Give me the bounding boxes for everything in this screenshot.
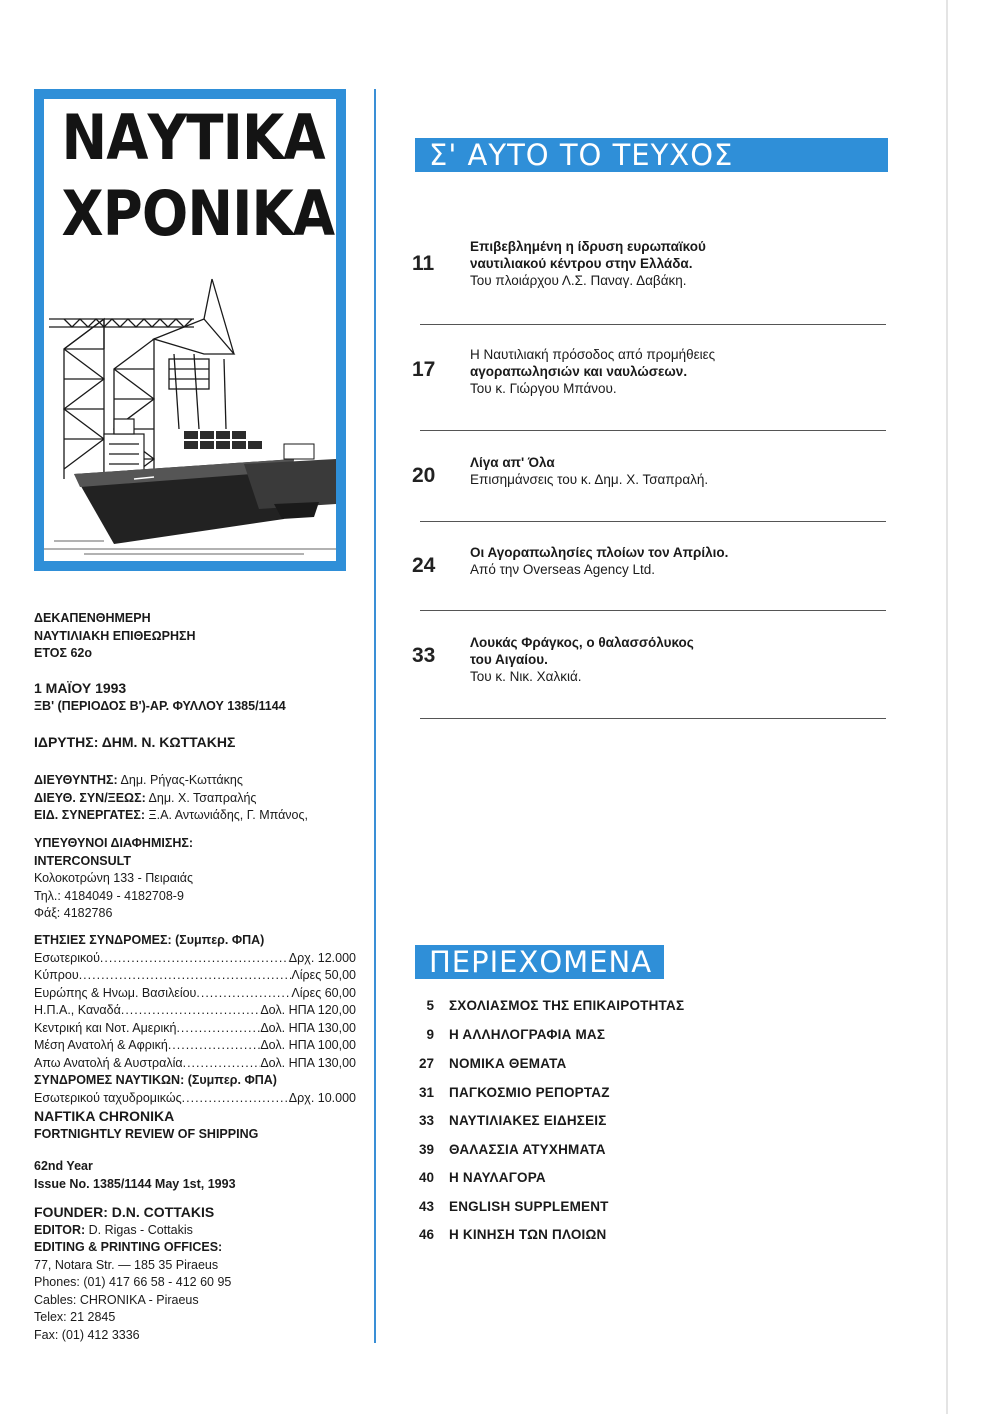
masthead-review: ΝΑΥΤΙΛΙΑΚΗ ΕΠΙΘΕΩΡΗΣΗ — [34, 628, 196, 643]
staff-row — [34, 790, 364, 808]
english-cables: Cables: CHRONIKA - Piraeus — [34, 1292, 199, 1307]
feature-text: Λουκάς Φράγκος, ο θαλασσόλυκος του Αιγαίου. Του κ. Νικ. Χαλκιά. — [470, 635, 694, 684]
staff-name: Δημ. Χ. Τσαπραλής — [148, 790, 257, 805]
advertising-heading: ΥΠΕΥΘΥΝΟΙ ΔΙΑΦΗΜΙΣΗΣ: — [34, 836, 194, 850]
cover-title-line2: ΧΡΟΝΙΚΑ — [61, 177, 335, 250]
advertising-fax: Φάξ: 4182786 — [34, 906, 113, 920]
staff-row — [34, 807, 364, 825]
column-divider — [374, 89, 376, 1343]
feature-page: 20 — [412, 464, 436, 487]
feature-text: Η Ναυτιλιακή πρόσοδος από προμήθειες αγοραπωλησιών και ναυλώσεων. Του κ. Γιώργου Μπάνου. — [470, 347, 716, 396]
english-subtitle: FORTNIGHTLY REVIEW OF SHIPPING — [34, 1126, 259, 1141]
english-address: 77, Notara Str. — 185 35 Piraeus — [34, 1257, 219, 1272]
cover-title-line1: ΝΑΥΤΙΚΑ — [61, 101, 325, 174]
price-row: Μέση Ανατολή & Αφρική ..... Δολ. ΗΠΑ 100,00 — [34, 1037, 356, 1055]
page-edge — [946, 0, 948, 1414]
issue-date: 1 ΜΑΪΟΥ 1993 — [34, 680, 127, 696]
staff-name: Δημ. Ρήγας-Κωττάκης — [120, 773, 243, 787]
english-staff-block — [34, 1204, 364, 1344]
price-row: Απω Ανατολή & Αυστραλία ..... Δολ. ΗΠΑ 130,00 — [34, 1055, 356, 1073]
masthead-kind: ΔΕΚΑΠΕΝΘΗΜΕΡΗ — [34, 611, 151, 625]
english-year: 62nd Year — [34, 1159, 93, 1173]
price-row: Ευρώπης & Ηνωμ. Βασιλείου ..... Λίρες 60,00 — [34, 985, 356, 1003]
in-this-issue-heading: Σ' ΑΥΤΟ ΤΟ ΤΕΥΧΟΣ — [415, 138, 888, 172]
issue-date-block — [34, 680, 364, 715]
english-offices: EDITING & PRINTING OFFICES: — [34, 1240, 223, 1254]
staff-name: Ξ.Α. Αντωνιάδης, Γ. Μπάνος, — [148, 808, 308, 822]
feature-page: 24 — [412, 554, 436, 577]
price-row: Κεντρική και Νοτ. Αμερική ..... Δολ. ΗΠΑ 130,00 — [34, 1020, 356, 1038]
subscriptions-heading: ΕΤΗΣΙΕΣ ΣΥΝΔΡΟΜΕΣ: (Συμπερ. ΦΠΑ) — [34, 933, 265, 947]
english-telex: Telex: 21 2845 — [34, 1310, 116, 1324]
english-editor-row: EDITOR: D. Rigas - Cottakis — [34, 1222, 193, 1237]
advertising-company: INTERCONSULT — [34, 853, 131, 868]
english-title-block — [34, 1108, 364, 1143]
english-phones: Phones: (01) 417 66 58 - 412 60 95 — [34, 1275, 232, 1289]
advertising-address: Κολοκοτρώνη 133 - Πειραιάς — [34, 871, 193, 885]
staff-role: ΔΙΕΥΘ. ΣΥΝ/ΞΕΩΣ: — [34, 790, 146, 805]
feature-page: 33 — [412, 644, 436, 667]
feature-text: Λίγα απ' Όλα Επισημάνσεις του κ. Δημ. Χ. Τσαπραλή. — [470, 455, 709, 487]
english-founder: FOUNDER: D.N. COTTAKIS — [34, 1204, 215, 1220]
price-row: Εσωτερικού ..... Δρχ. 12.000 — [34, 950, 356, 968]
separator-rule — [420, 521, 886, 522]
issue-number: ΞΒ' (ΠΕΡΙΟΔΟΣ Β')-ΑΡ. ΦΥΛΛΟΥ 1385/1144 — [34, 698, 286, 713]
english-title: NAFTIKA CHRONIKA — [34, 1108, 175, 1124]
contents-heading: ΠΕΡΙΕΧΟΜΕΝΑ — [415, 945, 664, 979]
separator-rule — [420, 430, 886, 431]
price-row: Κύπρου ..... Λίρες 50,00 — [34, 967, 356, 985]
english-issue-block — [34, 1158, 364, 1193]
feature-text: Επιβεβλημένη η ίδρυση ευρωπαϊκού ναυτιλιακού κέντρου στην Ελλάδα. Του πλοιάρχου Λ.Σ. Παναγ. Δαβάκη. — [470, 239, 706, 288]
separator-rule — [420, 610, 886, 611]
cover-thumbnail — [34, 89, 346, 571]
masthead-year: ΕΤΟΣ 62ο — [34, 646, 92, 660]
masthead-block — [34, 610, 364, 663]
separator-rule — [420, 324, 886, 325]
founder-line: ΙΔΡΥΤΗΣ: ΔΗΜ. Ν. ΚΩΤΤΑΚΗΣ — [34, 734, 236, 750]
feature-text: Οι Αγοραπωλησίες πλοίων τον Απρίλιο. Από την Overseas Agency Ltd. — [470, 545, 729, 577]
advertising-phone: Τηλ.: 4184049 - 4182708-9 — [34, 888, 184, 903]
ship-and-cranes-illustration — [44, 259, 336, 561]
founder-block — [34, 734, 364, 752]
staff-role: ΕΙΔ. ΣΥΝΕΡΓΑΤΕΣ: — [34, 808, 146, 822]
separator-rule — [420, 718, 886, 719]
english-fax: Fax: (01) 412 3336 — [34, 1327, 140, 1342]
price-row: Εσωτερικού ταχυδρομικώς ..... Δρχ. 10.000 — [34, 1090, 356, 1108]
feature-page: 11 — [412, 252, 435, 275]
subscriptions-block — [34, 932, 364, 1107]
advertising-block — [34, 835, 364, 923]
staff-role: ΔΙΕΥΘΥΝΤΗΣ: — [34, 773, 118, 787]
cover-inner — [44, 99, 336, 561]
english-issue: Issue No. 1385/1144 May 1st, 1993 — [34, 1176, 236, 1191]
staff-row — [34, 772, 364, 790]
seafarer-heading: ΣΥΝΔΡΟΜΕΣ ΝΑΥΤΙΚΩΝ: (Συμπερ. ΦΠΑ) — [34, 1073, 277, 1087]
staff-block — [34, 772, 364, 825]
feature-page: 17 — [412, 358, 436, 381]
price-row: Η.Π.Α., Καναδά ..... Δολ. ΗΠΑ 120,00 — [34, 1002, 356, 1020]
